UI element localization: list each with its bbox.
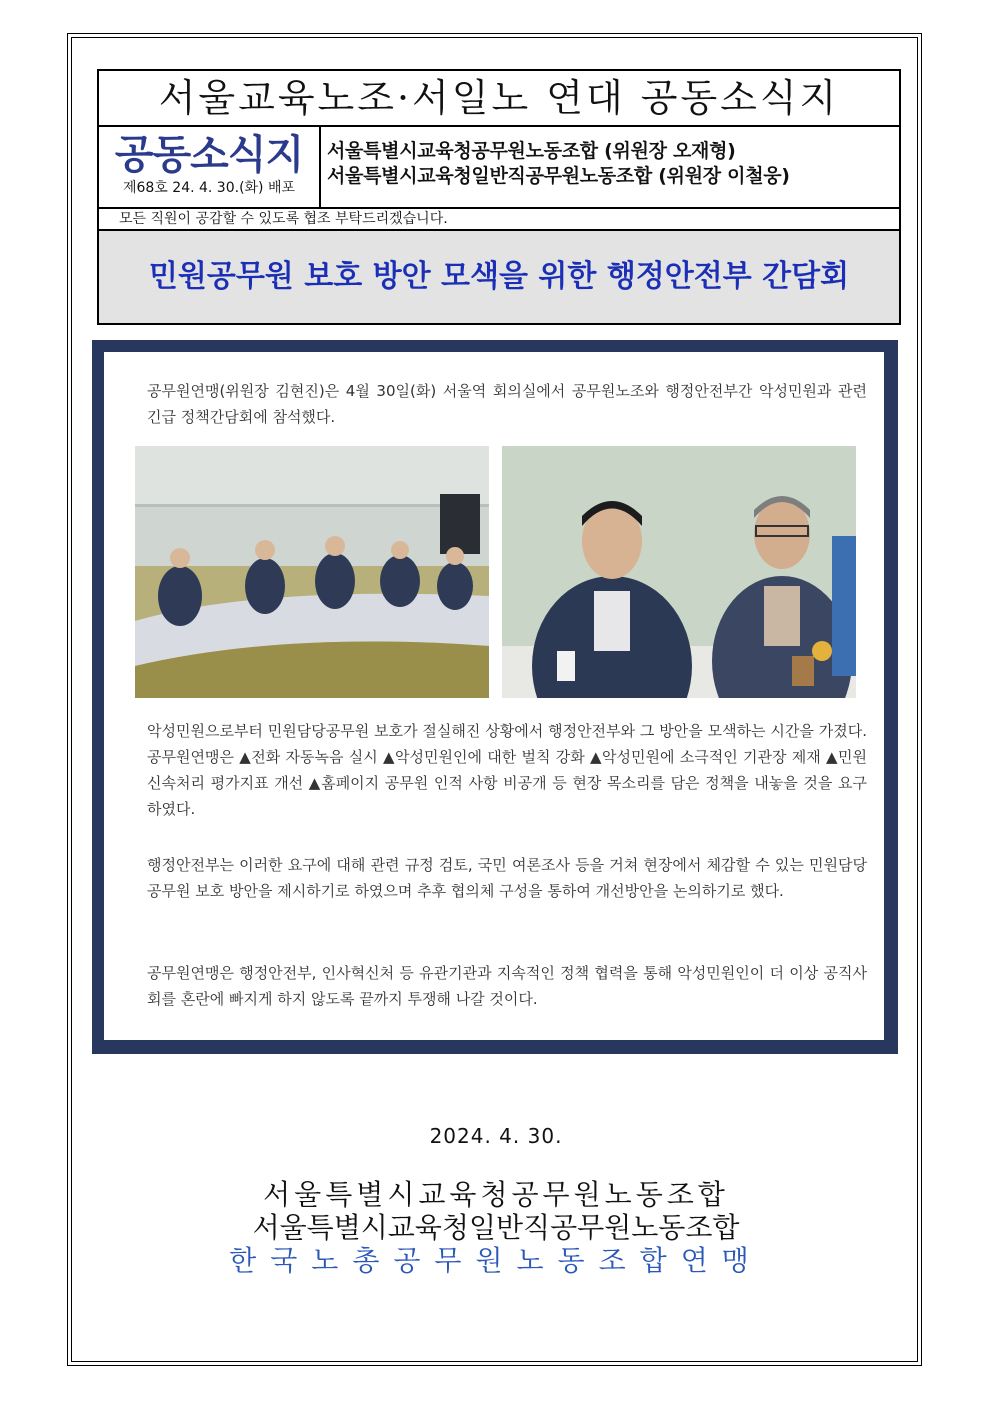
signature-union-1: 서울특별시교육청공무원노동조합 [263, 1178, 729, 1211]
union-name-1: 서울특별시교육청공무원노동조합 (위원장 오재형) [327, 140, 736, 162]
brand-block [99, 127, 321, 207]
signature-union-2: 서울특별시교육청일반직공무원노동조합 [252, 1211, 740, 1244]
meeting-photo-wide [135, 446, 489, 698]
article-paragraph-1: 공무원연맹(위원장 김현진)은 4월 30일(화) 서울역 회의실에서 공무원노조와 행정안전부간 악성민원과 관련 긴급 정책간담회에 참석했다. [147, 382, 867, 426]
brand-logo-text: 공동소식지 [114, 132, 304, 178]
article-paragraph-2: 악성민원으로부터 민원담당공무원 보호가 절실해진 상황에서 행정안전부와 그 방안을 모색하는 시간을 가졌다. 공무원연맹은 ▲전화 자동녹음 실시 ▲악성민원인에 대한 벌칙 강화 ▲악성민원에 소극적인 기관장 제재 ▲민원신속처리 평가지표 개선 ▲홈페이지 공무원 인적 사항 비공개 등 현장 목소리를 담은 정책을 내놓을 것을 요구하였다. [147, 722, 867, 818]
headline: 민원공무원 보호 방안 모색을 위한 행정안전부 간담회 [99, 231, 899, 323]
union-name-2: 서울특별시교육청일반직공무원노동조합 (위원장 이철웅) [327, 165, 790, 187]
newsletter-header [97, 69, 901, 325]
signature-federation: 한국노총공무원노동조합연맹 [229, 1244, 763, 1277]
article-frame [92, 340, 898, 1054]
article-paragraph-4: 공무원연맹은 행정안전부, 인사혁신처 등 유관기관과 지속적인 정책 협력을 통해 악성민원인이 더 이상 공직사회를 혼란에 빠지게 하지 않도록 끝까지 투쟁해 나갈 것이다. [147, 964, 867, 1008]
notice-line: 모든 직원이 공감할 수 있도록 협조 부탁드리겠습니다. [99, 207, 899, 231]
newsletter-title: 서울교육노조·서일노 연대 공동소식지 [99, 71, 899, 127]
publication-date: 2024. 4. 30. [429, 1124, 563, 1148]
issue-info: 제68호 24. 4. 30.(화) 배포 [122, 180, 296, 196]
union-block [321, 127, 899, 207]
article-body [104, 352, 884, 1040]
article-paragraph-3: 행정안전부는 이러한 요구에 대해 관련 규정 검토, 국민 여론조사 등을 거쳐 현장에서 체감할 수 있는 민원담당공무원 보호 방안을 제시하기로 하였으며 추후 협의체 구성을 통하여 개선방안을 논의하기로 했다. [147, 856, 867, 900]
meeting-photo-closeup [502, 446, 856, 698]
